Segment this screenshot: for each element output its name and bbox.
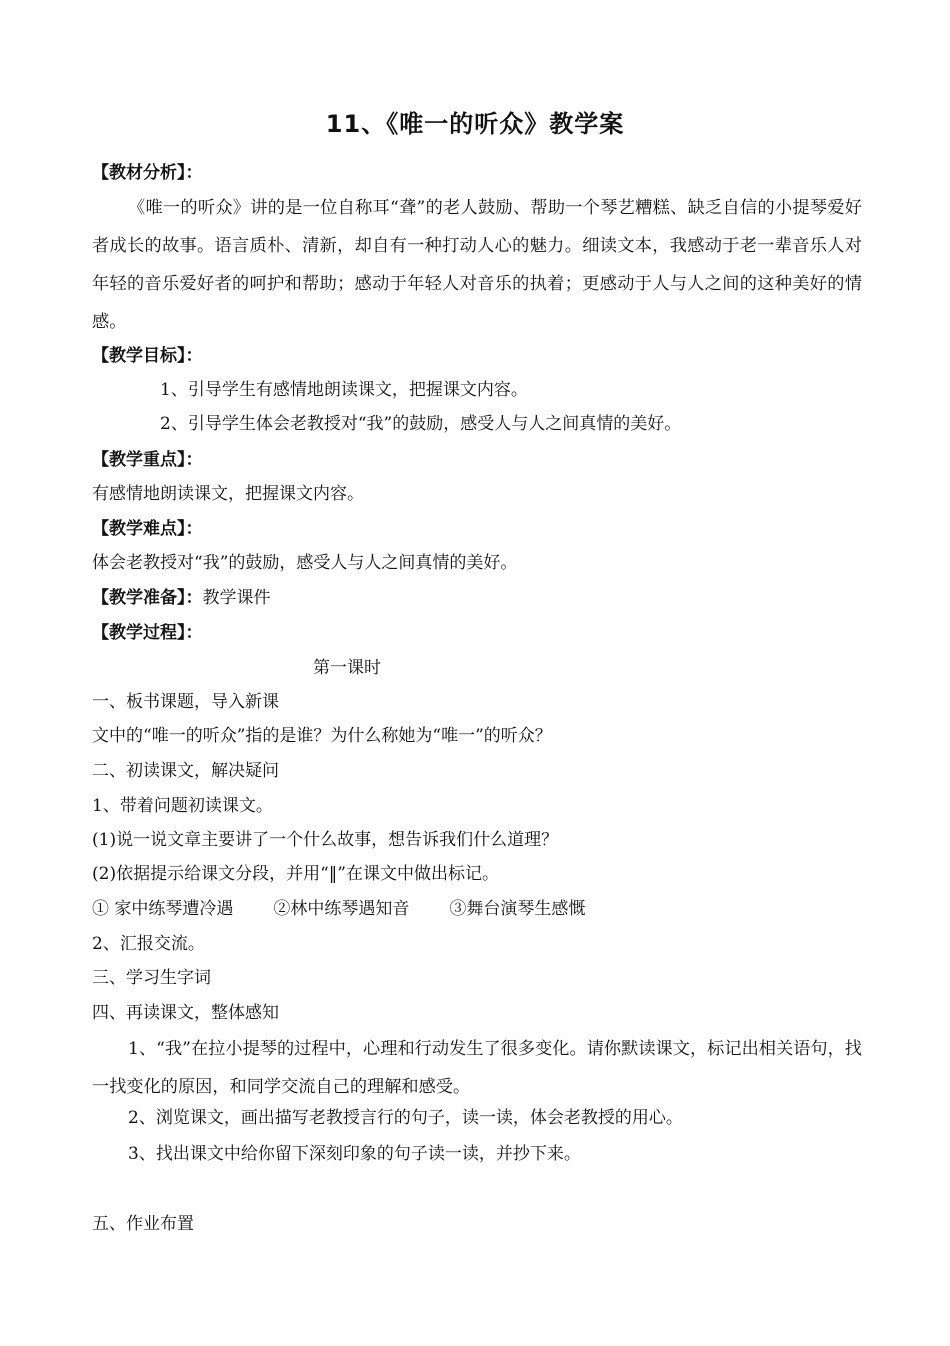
- key-heading: 【教学重点】：: [92, 450, 203, 470]
- step-1: 一、板书课题，导入新课: [92, 692, 279, 712]
- analysis-heading: 【教材分析】：: [92, 163, 203, 183]
- difficulty-heading: 【教学难点】：: [92, 519, 203, 539]
- step-5: 五、作业布置: [92, 1214, 194, 1234]
- key-text: 有感情地朗读课文，把握课文内容。: [92, 484, 364, 504]
- segment-2: ②林中练琴遇知音: [273, 899, 410, 919]
- step-2-1: 1、带着问题初读课文。: [92, 796, 273, 816]
- step-2: 二、初读课文，解决疑问: [92, 761, 279, 781]
- segment-1: ① 家中练琴遭冷遇: [92, 899, 234, 919]
- step-4-3: 3、找出课文中给你留下深刻印象的句子读一读，并抄下来。: [128, 1144, 581, 1164]
- document-title: 11、《唯一的听众》教学案: [325, 110, 625, 138]
- prep-heading: 【教学准备】：: [92, 588, 203, 608]
- objective-1: 1、引导学生有感情地朗读课文，把握课文内容。: [160, 380, 528, 400]
- step-3: 三、学习生字词: [92, 968, 211, 988]
- step-4-2: 2、浏览课文，画出描写老教授言行的句子，读一读，体会老教授的用心。: [128, 1108, 683, 1128]
- step-2-1b: (2)依据提示给课文分段，并用“‖”在课文中做出标记。: [92, 864, 499, 884]
- step-1-question: 文中的“唯一的听众”指的是谁？为什么称她为“唯一”的听众？: [92, 726, 552, 746]
- segment-list: [92, 892, 585, 926]
- prep-line: [92, 581, 271, 615]
- lesson-label: 第一课时: [313, 658, 381, 678]
- prep-text: 教学课件: [202, 588, 271, 608]
- difficulty-text: 体会老教授对“我”的鼓励，感受人与人之间真情的美好。: [92, 553, 518, 573]
- step-4-1: 1、“我”在拉小提琴的过程中，心理和行动发生了很多变化。请你默读课文，标记出相关语句，找一找变化的原因，和同学交流自己的理解和感受。: [92, 1039, 862, 1097]
- process-heading: 【教学过程】：: [92, 623, 203, 643]
- analysis-text: 《唯一的听众》讲的是一位自称耳“聋”的老人鼓励、帮助一个琴艺糟糕、缺乏自信的小提琴爱好者成长的故事。语言质朴、清新，却自有一种打动人心的魅力。细读文本，我感动于老一辈音乐人对年轻的音乐爱好者的呵护和帮助；感动于年轻人对音乐的执着；更感动于人与人之间的这种美好的情感。: [92, 198, 862, 332]
- segment-3: ③舞台演琴生感慨: [449, 899, 586, 919]
- step-4: 四、再读课文，整体感知: [92, 1003, 279, 1023]
- objective-2: 2、引导学生体会老教授对“我”的鼓励，感受人与人之间真情的美好。: [160, 414, 682, 434]
- objectives-heading: 【教学目标】：: [92, 346, 203, 366]
- step-2-1a: (1)说一说文章主要讲了一个什么故事，想告诉我们什么道理？: [92, 830, 559, 850]
- step-2-2: 2、汇报交流。: [92, 934, 205, 954]
